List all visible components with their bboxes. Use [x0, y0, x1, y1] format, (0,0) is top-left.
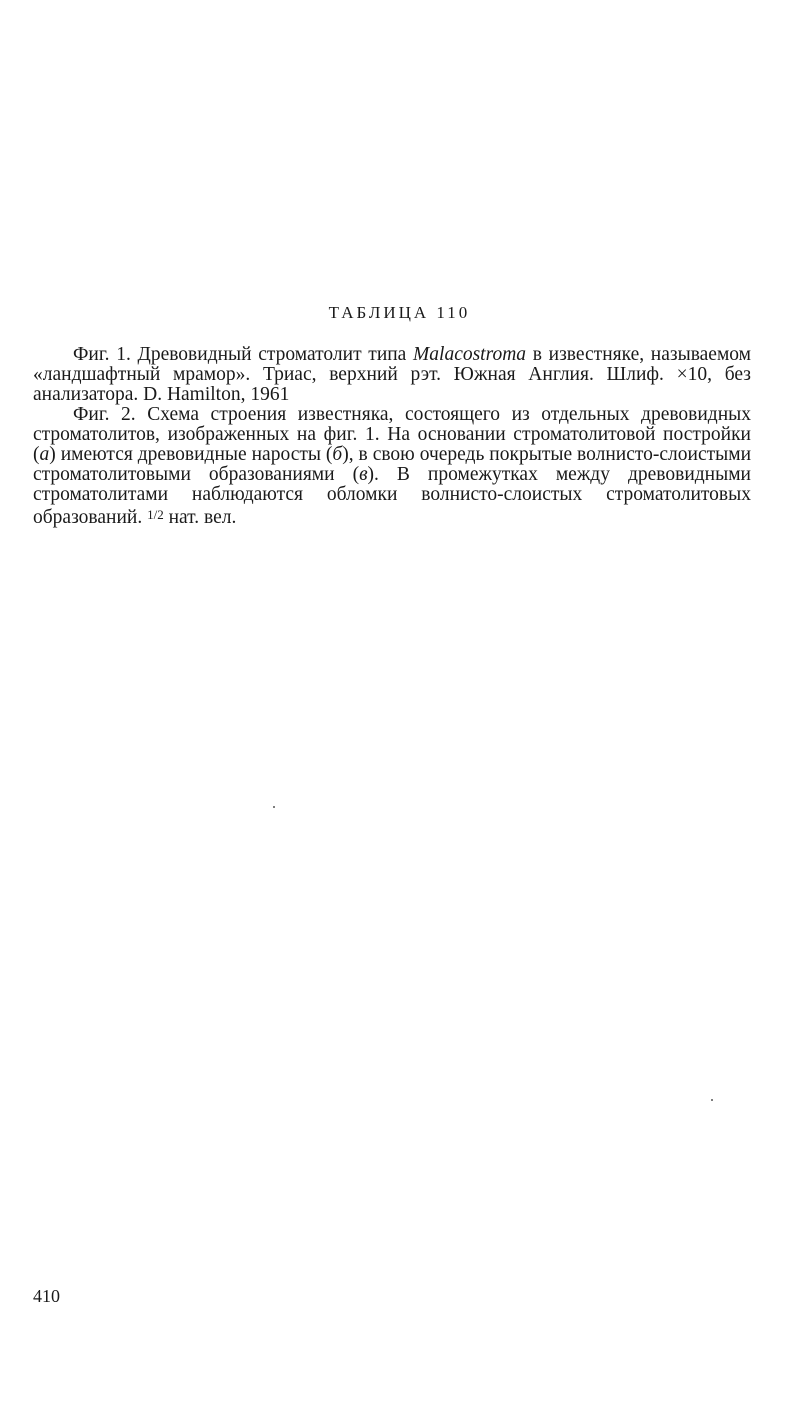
print-speck [711, 1099, 713, 1101]
genus-name: Malacostroma [413, 344, 527, 365]
marker-a: а [39, 444, 50, 465]
marker-b: б [332, 444, 343, 465]
figure-2-text-part-3: ), в свою очередь покрытые волнисто-слоистыми строматолитовыми образованиями ( [33, 444, 752, 485]
figure-2-caption [33, 405, 751, 528]
table-title: ТАБЛИЦА 110 [328, 303, 471, 322]
figure-2-text-end: нат. вел. [168, 506, 237, 528]
print-speck [273, 806, 275, 808]
figure-captions [33, 345, 751, 528]
figure-1-text-start: Древовидный строматолит типа [137, 344, 407, 365]
scale-fraction: 1/2 [147, 507, 164, 522]
figure-1-caption [33, 345, 751, 405]
figure-2-text-part-4: ). В промежутках между древовидными строматолитами наблюдаются обломки волнисто-слоистых строматолитовых образований. [33, 464, 751, 528]
marker-v: в [359, 464, 368, 485]
figure-1-label: Фиг. 1. [73, 344, 131, 365]
figure-2-label: Фиг. 2. [73, 404, 136, 425]
figure-2-text-part-1: Схема строения известняка, состоящего из отдельных древовидных строматолитов, изображенных на фиг. 1. На основании строматолитовой постройки ( [33, 404, 752, 465]
page-number: 410 [33, 1286, 60, 1306]
figure-1-text-end: в известняке, называемом «ландшафтный мрамор». Триас, верхний рэт. Южная Англия. Шлиф. ×10, без анализатора. D. Hamilton, 1961 [33, 344, 752, 405]
figure-2-text-part-2: ) имеются древовидные наросты ( [49, 444, 333, 465]
